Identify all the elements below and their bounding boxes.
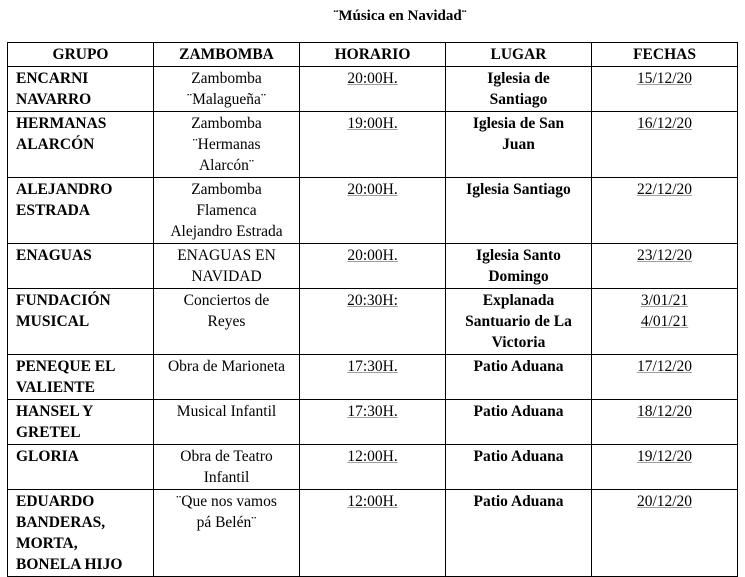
- cell-zambomba-line: ¨Hermanas: [192, 136, 261, 153]
- cell-fechas-line: 15/12/20: [636, 70, 693, 87]
- cell-grupo: [8, 490, 154, 577]
- cell-zambomba-line: Zambomba: [191, 181, 262, 198]
- cell-zambomba-line: Obra de Marioneta: [167, 358, 286, 375]
- cell-fechas-line: 19/12/20: [636, 448, 693, 465]
- cell-lugar-line: Explanada: [482, 292, 555, 309]
- cell-lugar-line: Patio Aduana: [473, 448, 564, 465]
- cell-horario: [300, 400, 446, 445]
- cell-fechas: [592, 400, 738, 445]
- cell-grupo-line: EDUARDO: [16, 493, 95, 510]
- cell-zambomba: [154, 67, 300, 112]
- cell-grupo-line: NAVARRO: [16, 91, 92, 108]
- cell-grupo-line: FUNDACIÓN: [16, 292, 111, 309]
- cell-grupo-line: PENEQUE EL: [16, 358, 116, 375]
- cell-zambomba: [154, 244, 300, 289]
- table-row: [8, 400, 738, 445]
- cell-lugar: [446, 445, 592, 490]
- table-header-row: [8, 43, 738, 67]
- table-row: [8, 289, 738, 355]
- cell-zambomba-line: Infantil: [203, 469, 250, 486]
- table-row: [8, 112, 738, 178]
- events-table: [7, 42, 738, 577]
- cell-lugar: [446, 355, 592, 400]
- cell-fechas-line: 3/01/21: [640, 292, 689, 309]
- table-body: [8, 67, 738, 577]
- cell-zambomba: [154, 112, 300, 178]
- cell-lugar: [446, 112, 592, 178]
- cell-fechas: [592, 244, 738, 289]
- cell-zambomba-line: Conciertos de: [183, 292, 270, 309]
- cell-grupo-line: ESTRADA: [16, 202, 91, 219]
- cell-fechas-line: 20/12/20: [636, 493, 693, 510]
- cell-fechas-line: 17/12/20: [636, 358, 693, 375]
- cell-fechas-line: 18/12/20: [636, 403, 693, 420]
- cell-lugar: [446, 67, 592, 112]
- cell-zambomba-line: ENAGUAS EN: [177, 247, 276, 264]
- cell-grupo-line: GRETEL: [16, 424, 81, 441]
- cell-fechas-line: 16/12/20: [636, 115, 693, 132]
- cell-grupo-line: ALEJANDRO: [16, 181, 113, 198]
- header-fechas: FECHAS: [592, 43, 738, 67]
- cell-zambomba-line: NAVIDAD: [191, 268, 262, 285]
- cell-grupo-line: HERMANAS: [16, 115, 107, 132]
- table-row: [8, 445, 738, 490]
- cell-zambomba-line: Alejandro Estrada: [170, 223, 283, 240]
- cell-grupo: [8, 400, 154, 445]
- cell-horario-text: 20:00H.: [347, 181, 398, 198]
- cell-lugar-line: Iglesia de San: [472, 115, 565, 132]
- cell-grupo-line: VALIENTE: [16, 379, 95, 396]
- cell-fechas-line: 4/01/21: [640, 313, 689, 330]
- cell-lugar-line: Domingo: [488, 268, 549, 285]
- cell-lugar-line: Iglesia Santo: [476, 247, 561, 264]
- cell-fechas: [592, 289, 738, 355]
- cell-zambomba-line: Musical Infantil: [176, 403, 277, 420]
- cell-horario: [300, 112, 446, 178]
- cell-zambomba-line: Alarcón¨: [198, 157, 255, 174]
- cell-lugar-line: Patio Aduana: [473, 403, 564, 420]
- cell-zambomba-line: pá Belén¨: [196, 514, 257, 531]
- header-grupo: GRUPO: [8, 43, 154, 67]
- cell-horario: [300, 178, 446, 244]
- cell-zambomba-line: ¨Que nos vamos: [176, 493, 277, 510]
- cell-grupo: [8, 112, 154, 178]
- cell-grupo: [8, 289, 154, 355]
- cell-horario-text: 20:30H:: [347, 292, 398, 309]
- cell-fechas: [592, 178, 738, 244]
- cell-fechas: [592, 67, 738, 112]
- cell-horario: [300, 289, 446, 355]
- cell-grupo-line: GLORIA: [16, 448, 79, 465]
- cell-horario: [300, 445, 446, 490]
- cell-grupo-line: HANSEL Y: [16, 403, 94, 420]
- cell-zambomba-line: Zambomba: [191, 70, 262, 87]
- cell-fechas: [592, 112, 738, 178]
- cell-lugar: [446, 490, 592, 577]
- cell-zambomba: [154, 355, 300, 400]
- table-row: [8, 490, 738, 577]
- cell-horario-text: 19:00H.: [347, 115, 398, 132]
- cell-zambomba-line: ¨Malagueña¨: [186, 91, 267, 108]
- cell-lugar-line: Iglesia Santiago: [466, 181, 571, 198]
- cell-lugar-line: Juan: [502, 136, 535, 153]
- cell-lugar-line: Santuario de La: [465, 313, 572, 330]
- cell-fechas-line: 23/12/20: [636, 247, 693, 264]
- cell-horario-text: 20:00H.: [347, 247, 398, 264]
- cell-lugar-line: Victoria: [491, 334, 546, 351]
- cell-grupo-line: MORTA,: [16, 535, 78, 552]
- cell-lugar-line: Iglesia de: [487, 70, 550, 87]
- cell-lugar-line: Patio Aduana: [473, 358, 564, 375]
- cell-grupo-line: BANDERAS,: [16, 514, 106, 531]
- cell-lugar: [446, 178, 592, 244]
- cell-zambomba: [154, 178, 300, 244]
- cell-grupo-line: MUSICAL: [16, 313, 90, 330]
- cell-zambomba: [154, 400, 300, 445]
- table-row: [8, 244, 738, 289]
- cell-fechas: [592, 355, 738, 400]
- cell-horario-text: 12:00H.: [347, 448, 398, 465]
- cell-zambomba-line: Flamenca: [196, 202, 257, 219]
- cell-horario: [300, 490, 446, 577]
- cell-lugar: [446, 244, 592, 289]
- table-row: [8, 355, 738, 400]
- cell-grupo: [8, 445, 154, 490]
- cell-grupo-line: BONELA HIJO: [16, 556, 123, 573]
- cell-grupo: [8, 355, 154, 400]
- cell-horario: [300, 67, 446, 112]
- cell-grupo-line: ENAGUAS: [16, 247, 92, 264]
- cell-zambomba-line: Obra de Teatro: [180, 448, 273, 465]
- cell-horario: [300, 244, 446, 289]
- document-title: ¨Música en Navidad¨: [333, 8, 467, 24]
- cell-grupo: [8, 178, 154, 244]
- cell-grupo-line: ALARCÓN: [16, 136, 95, 153]
- cell-zambomba: [154, 289, 300, 355]
- header-zambomba: ZAMBOMBA: [154, 43, 300, 67]
- cell-grupo: [8, 67, 154, 112]
- table-row: [8, 178, 738, 244]
- cell-horario-text: 17:30H.: [347, 358, 398, 375]
- cell-horario-text: 20:00H.: [347, 70, 398, 87]
- cell-lugar: [446, 400, 592, 445]
- header-horario: HORARIO: [300, 43, 446, 67]
- cell-zambomba: [154, 445, 300, 490]
- cell-grupo-line: ENCARNI: [16, 70, 89, 87]
- cell-lugar: [446, 289, 592, 355]
- cell-horario-text: 12:00H.: [347, 493, 398, 510]
- cell-fechas-line: 22/12/20: [636, 181, 693, 198]
- cell-zambomba: [154, 490, 300, 577]
- cell-horario: [300, 355, 446, 400]
- cell-grupo: [8, 244, 154, 289]
- cell-fechas: [592, 490, 738, 577]
- header-lugar: LUGAR: [446, 43, 592, 67]
- cell-fechas: [592, 445, 738, 490]
- cell-zambomba-line: Zambomba: [191, 115, 262, 132]
- cell-horario-text: 17:30H.: [347, 403, 398, 420]
- cell-lugar-line: Santiago: [489, 91, 548, 108]
- cell-zambomba-line: Reyes: [207, 313, 246, 330]
- cell-lugar-line: Patio Aduana: [473, 493, 564, 510]
- table-row: [8, 67, 738, 112]
